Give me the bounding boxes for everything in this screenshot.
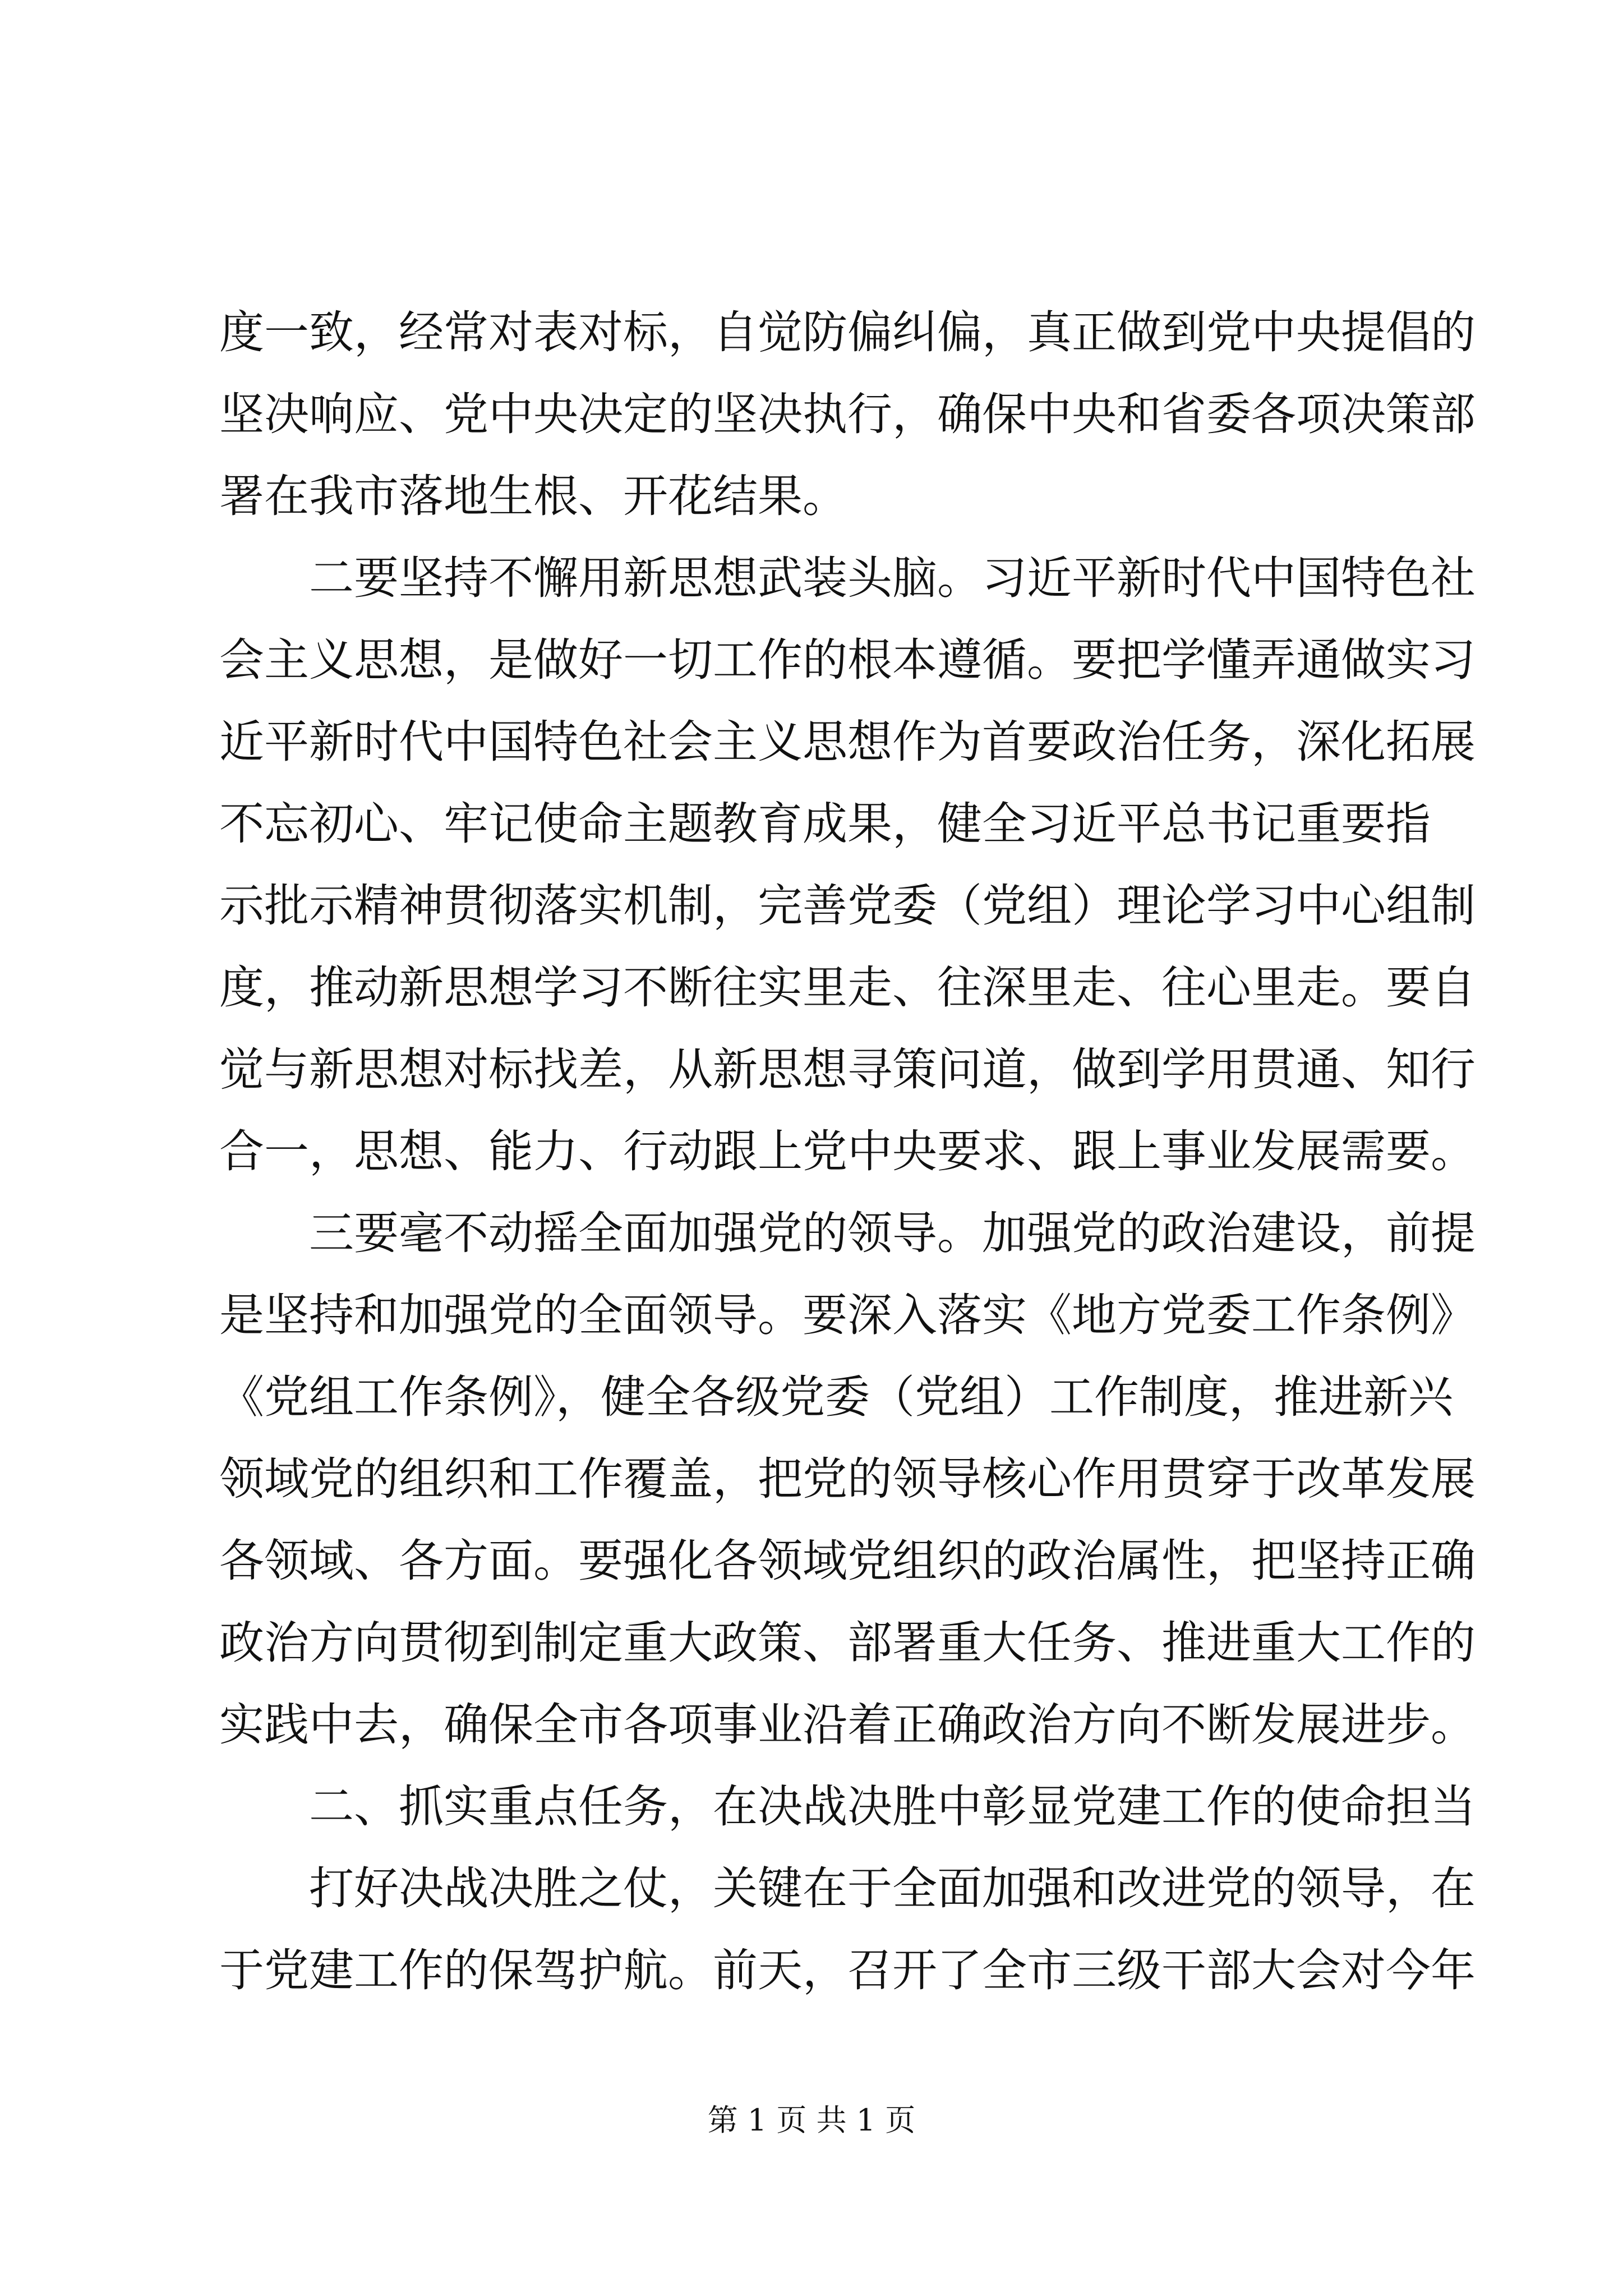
text-line: 不忘初心、牢记使命主题教育成果，健全习近平总书记重要指: [219, 798, 1431, 850]
text-line: 政治方向贯彻到制定重大政策、部署重大任务、推进重大工作的: [219, 1617, 1476, 1669]
text-line: 坚决响应、党中央决定的坚决执行，确保中央和省委各项决策部: [219, 388, 1476, 440]
text-line: 度一致，经常对表对标，自觉防偏纠偏，真正做到党中央提倡的: [219, 306, 1476, 358]
text-line: 合一，思想、能力、行动跟上党中央要求、跟上事业发展需要。: [219, 1125, 1476, 1177]
document-body: [219, 292, 1476, 2012]
text-line: 示批示精神贯彻落实机制，完善党委（党组）理论学习中心组制: [219, 880, 1476, 932]
text-line: 实践中去，确保全市各项事业沿着正确政治方向不断发展进步。: [219, 1699, 1476, 1751]
text-line: 各领域、各方面。要强化各领域党组织的政治属性，把坚持正确: [219, 1535, 1476, 1587]
page-footer: 第 1 页 共 1 页: [707, 2102, 916, 2138]
text-line: 会主义思想，是做好一切工作的根本遵循。要把学懂弄通做实习: [219, 634, 1476, 686]
text-line: 二、抓实重点任务，在决战决胜中彰显党建工作的使命担当: [309, 1780, 1476, 1833]
text-line: 度，推动新思想学习不断往实里走、往深里走、往心里走。要自: [219, 961, 1476, 1014]
text-line: 二要坚持不懈用新思想武装头脑。习近平新时代中国特色社: [309, 552, 1476, 604]
text-line: 于党建工作的保驾护航。前天，召开了全市三级干部大会对今年: [219, 1944, 1476, 1996]
text-line: 《党组工作条例》，健全各级党委（党组）工作制度，推进新兴: [219, 1371, 1453, 1423]
text-line: 是坚持和加强党的全面领导。要深入落实《地方党委工作条例》: [219, 1289, 1476, 1341]
text-line: 觉与新思想对标找差，从新思想寻策问道，做到学用贯通、知行: [219, 1043, 1476, 1096]
text-line: 三要毫不动摇全面加强党的领导。加强党的政治建设，前提: [309, 1207, 1476, 1259]
text-line: 打好决战决胜之仗，关键在于全面加强和改进党的领导，在: [309, 1862, 1476, 1915]
text-line: 近平新时代中国特色社会主义思想作为首要政治任务，深化拓展: [219, 716, 1476, 768]
text-line: 署在我市落地生根、开花结果。: [219, 470, 847, 522]
text-line: 领域党的组织和工作覆盖，把党的领导核心作用贯穿于改革发展: [219, 1453, 1476, 1505]
